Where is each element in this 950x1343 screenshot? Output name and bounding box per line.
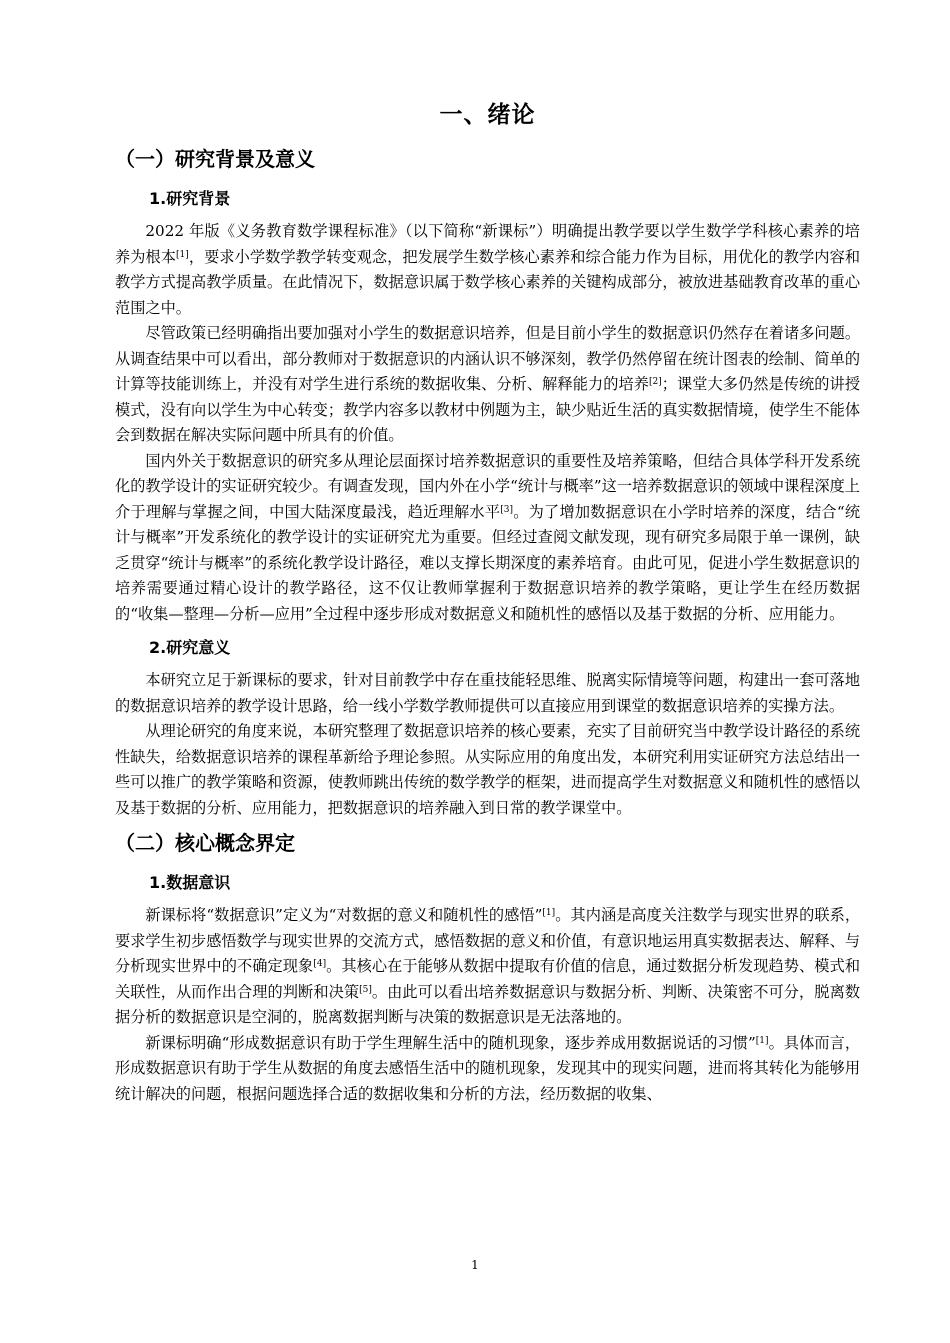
- citation-marker: [5]: [359, 984, 372, 995]
- paragraph-text: 。由此可以看出培养数据意识与数据分析、判断、决策密不可分，脱离数据分析的数据意识是空洞的，脱离数据判断与决策的数据意识是无法落地的。: [115, 982, 861, 1026]
- paragraph-text: 本研究立足于新课标的要求，针对目前教学中存在重技能轻思维、脱离实际情境等问题，构建出一套可落地的数据意识培养的教学设计思路，给一线小学数学教师提供可以直接应用到课堂的数据意识培养的实操方法。: [115, 671, 860, 715]
- subsection-title-research-significance: 2.研究意义: [149, 638, 231, 657]
- paragraph-text: ，要求小学数学教学转变观念，把发展学生数学核心素养和综合能力作为目标，用优化的教学内容和教学方式提高教学质量。在此情况下，数据意识属于数学核心素养的关键构成部分，被放进基础教育改革的重心范围之中。: [115, 247, 861, 317]
- paragraph: [115, 668, 860, 719]
- paragraph: [115, 449, 860, 628]
- paragraph: [115, 719, 860, 821]
- subsection-title-data-awareness: 1.数据意识: [149, 873, 231, 892]
- research-background-paragraphs: [115, 219, 860, 627]
- page-content: [115, 96, 860, 1107]
- paragraph-text: 。其核心在于能够从数据中提取有价值的信息，通过数据分析发现趋势、模式和关联性，从而作出合理的判断和决策: [115, 957, 861, 1001]
- paragraph-text: 从理论研究的角度来说，本研究整理了数据意识培养的核心要素，充实了目前研究当中教学设计路径的系统性缺失，给数据意识培养的课程革新给予理论参照。从实际应用的角度出发，本研究利用实证研究方法总结出一些可以推广的教学策略和资源，使教师跳出传统的数学教学的框架，进而提高学生对数据意义和随机性的感悟以及基于数据的分析、应用能力，把数据意识的培养融入到日常的教学课堂中。: [115, 722, 860, 817]
- paragraph-text: 国内外关于数据意识的研究多从理论层面探讨培养数据意识的重要性及培养策略，但结合具体学科开发系统化的教学设计的实证研究较少。有调查发现，国内外在小学“统计与概率”这一培养数据意识的领域中课程深度上介于理解与掌握之间，中国大陆深度最浅，趋近理解水平: [115, 451, 860, 521]
- paragraph-text: 2022 年版《义务教育数学课程标准》（以下简称“新课标”）明确提出教学要以学生数学学科核心素养的培养为根本: [115, 222, 860, 266]
- chapter-title: 一、绪论: [439, 102, 536, 128]
- research-significance-paragraphs: [115, 668, 860, 821]
- citation-marker: [4]: [313, 959, 327, 969]
- citation-marker: [1]: [542, 908, 556, 918]
- paragraph-text: 。为了增加数据意识在小学时培养的深度，结合“统计与概率”开发系统化的教学设计的实证研究尤为重要。但经过查阅文献发现，现有研究多局限于单一课例，缺乏贯穿“统计与概率”的系统化教学设计路径，难以支撑长期深度的素养培育。由此可见，促进小学生数据意识的培养需要通过精心设计的教学路径，这不仅让教师掌握利于数据意识培养的教学策略，更让学生在经历数据的“收集—整理—分析—应用”全过程中逐步形成对数据意义和随机性的感悟以及基于数据的分析、应用能力。: [115, 502, 861, 623]
- paragraph-text: 新课标明确“形成数据意识有助于学生理解生活中的随机现象，逐步养成用数据说话的习惯”: [145, 1033, 756, 1052]
- citation-marker: [1]: [755, 1035, 769, 1046]
- paragraph-text: 。其内涵是高度关注数学与现实世界的联系，要求学生初步感悟数学与现实世界的交流方式，感悟数据的意义和价值，有意识地运用真实数据表达、解释、与分析现实世界中的不确定现象: [115, 906, 861, 975]
- paragraph: [115, 321, 860, 449]
- paragraph-text: ；课堂大多仍然是传统的讲授模式，没有向以学生为中心转变；教学内容多以教材中例题为主，缺少贴近生活的真实数据情境，使学生不能体会到数据在解决实际问题中所具有的价值。: [115, 375, 861, 444]
- subsection-title-research-background: 1.研究背景: [149, 189, 231, 208]
- paragraph-text: 。具体而言，形成数据意识有助于学生从数据的角度去感悟生活中的随机现象，发现其中的现实问题，进而将其转化为能够用统计解决的问题，根据问题选择合适的数据收集和分析的方法，经历数据的收集、: [115, 1033, 861, 1103]
- citation-marker: [1]: [176, 249, 189, 260]
- citation-marker: [2]: [648, 377, 662, 387]
- page-number: 1: [471, 1258, 479, 1272]
- paragraph: [115, 1031, 860, 1108]
- data-awareness-paragraphs: [115, 903, 860, 1107]
- paragraph: [115, 903, 860, 1031]
- paragraph-text: 尽管政策已经明确指出要加强对小学生的数据意识培养，但是目前小学生的数据意识仍然存在着诸多问题。从调查结果中可以看出，部分教师对于数据意识的内涵认识不够深刻，教学仍然停留在统计图表的绘制、简单的计算等技能训练上，并没有对学生进行系统的数据收集、分析、解释能力的培养: [115, 324, 860, 393]
- section-title-core-concepts: （二）核心概念界定: [115, 831, 295, 855]
- paragraph: [115, 219, 860, 321]
- paragraph-text: 新课标将“数据意识”定义为“对数据的意义和随机性的感悟”: [145, 906, 543, 924]
- section-title-background: （一）研究背景及意义: [115, 147, 315, 171]
- citation-marker: [3]: [500, 504, 513, 515]
